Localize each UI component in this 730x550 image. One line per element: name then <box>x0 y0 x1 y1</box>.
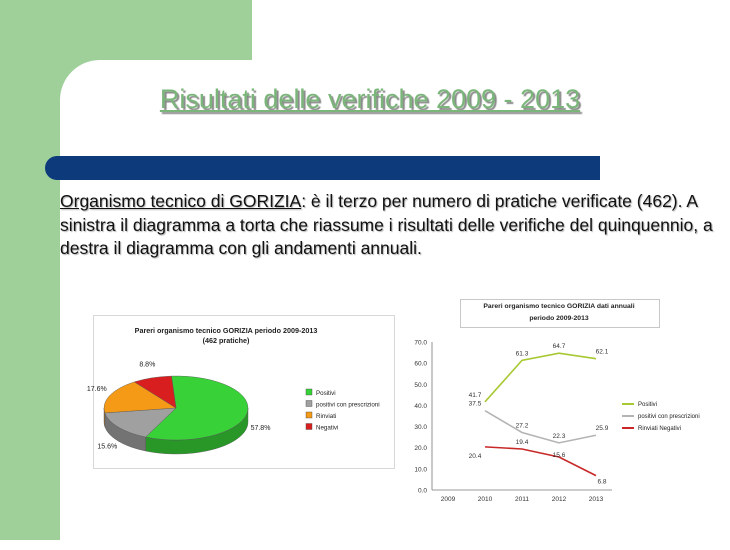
pie-legend-swatch-3 <box>306 424 312 430</box>
x-tick-label-2: 2011 <box>515 496 529 503</box>
body-underlined-text: Organismo tecnico di GORIZIA <box>60 191 302 211</box>
data-label-s1-3: 22.3 <box>552 432 566 440</box>
pie-legend-swatch-0 <box>306 389 312 395</box>
y-tick-label-2: 50.0 <box>414 381 427 389</box>
series-line-2 <box>485 447 596 476</box>
y-tick-label-7: 0.0 <box>417 487 427 495</box>
pie-value-label-1: 15.6% <box>97 443 118 451</box>
data-label-s0-3: 64.7 <box>552 343 566 351</box>
y-tick-label-3: 40.0 <box>414 402 427 410</box>
title-divider-bar <box>45 156 600 180</box>
series-line-0 <box>485 353 596 402</box>
x-tick-label-3: 2012 <box>551 496 567 503</box>
pie-legend-swatch-2 <box>306 412 312 418</box>
data-label-s0-1: 41.7 <box>468 391 482 399</box>
pie-chart <box>86 316 394 468</box>
y-tick-label-6: 10.0 <box>414 466 427 474</box>
pie-legend-label-1: positivi con prescrizioni <box>316 401 380 409</box>
body-text-rest: : è il terzo per numero di pratiche verificate (462). A sinistra il diagramma a torta che riassume i risultati delle verifiche del quinquennio, a destra il diagramma con gli andamenti annuali. <box>60 191 713 258</box>
data-label-s1-2: 27.2 <box>515 422 529 430</box>
data-label-s2-2: 19.4 <box>515 438 529 446</box>
line-title-line1: Pareri organismo tecnico GORIZIA dati annuali <box>483 303 635 310</box>
x-tick-label-1: 2010 <box>477 496 493 503</box>
data-label-s2-3: 15.6 <box>552 452 566 460</box>
data-label-s1-4: 25.9 <box>595 425 609 433</box>
pie-legend-swatch-1 <box>306 401 312 407</box>
x-tick-label-0: 2009 <box>440 496 456 503</box>
slide-title: Risultati delle verifiche 2009 - 2013 <box>159 84 581 114</box>
pie-title-line1: Pareri organismo tecnico GORIZIA periodo 2009-2013 <box>134 326 318 335</box>
pie-legend-label-3: Negativi <box>316 424 339 432</box>
y-tick-label-4: 30.0 <box>414 424 427 432</box>
y-tick-label-1: 60.0 <box>414 360 427 368</box>
data-label-s0-2: 61.3 <box>515 350 529 358</box>
pie-chart-panel <box>86 315 395 469</box>
line-title-line2: periodo 2009-2013 <box>529 315 589 322</box>
pie-legend-label-2: Rinviati <box>316 413 337 420</box>
pie-value-label-0: 57.8% <box>250 425 271 433</box>
pie-title-line2: (462 pratiche) <box>202 336 250 345</box>
line-legend-label-2: Rinviati Negativi <box>638 426 682 432</box>
line-legend-label-1: positivi con prescrizioni <box>638 414 700 420</box>
pie-value-label-2: 17.6% <box>86 385 107 393</box>
y-tick-label-0: 70.0 <box>414 339 427 347</box>
line-chart <box>400 298 716 510</box>
data-label-s1-1: 37.5 <box>468 400 482 408</box>
line-chart-panel <box>400 298 716 510</box>
series-line-1 <box>485 411 596 443</box>
x-tick-label-4: 2013 <box>588 496 604 503</box>
data-label-s0-4: 62.1 <box>595 348 609 356</box>
pie-value-label-3: 8.8% <box>139 361 156 369</box>
body-paragraph <box>60 190 720 261</box>
data-label-s2-4: 6.8 <box>597 478 607 486</box>
pie-legend-label-0: Positivi <box>316 390 336 397</box>
line-legend-label-0: Positivi <box>638 402 658 408</box>
y-tick-label-5: 20.0 <box>414 445 427 453</box>
data-label-s2-1: 20.4 <box>468 452 482 460</box>
